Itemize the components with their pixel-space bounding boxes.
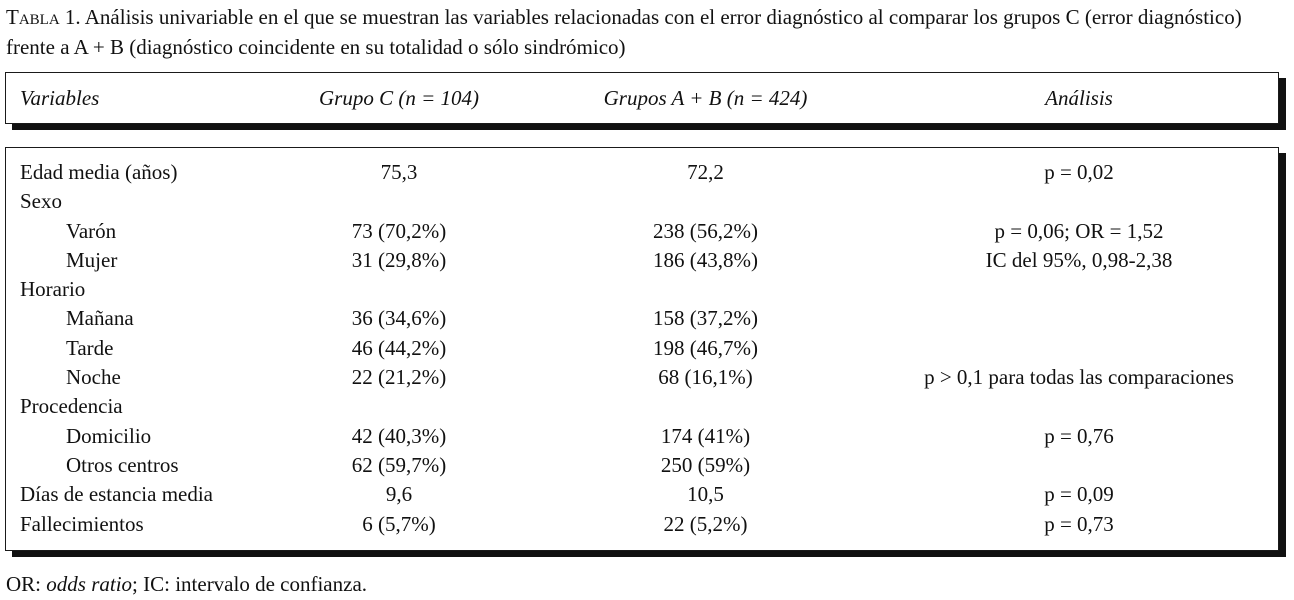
table-footnote bbox=[6, 570, 367, 598]
cell-groups-ab: 68 (16,1%) bbox=[658, 365, 753, 390]
table-row bbox=[6, 510, 1278, 539]
cell-variable: Edad media (años) bbox=[20, 160, 178, 184]
cell-variable: Sexo bbox=[20, 189, 62, 214]
cell-variable: Domicilio bbox=[66, 423, 152, 448]
cell-groups-ab: 250 (59%) bbox=[660, 452, 751, 477]
table-row bbox=[6, 187, 1278, 216]
table-row bbox=[6, 246, 1278, 275]
cell-groups-ab: 174 (41%) bbox=[660, 423, 751, 448]
cell-variable: Noche bbox=[66, 365, 121, 390]
caption-label: Tabla 1. bbox=[6, 5, 81, 29]
cell-variable: Mujer bbox=[66, 247, 118, 272]
cell-groups-ab: 22 (5,2%) bbox=[663, 511, 748, 536]
table-caption bbox=[6, 2, 1286, 62]
cell-group-c: 46 (44,2%) bbox=[351, 335, 447, 360]
cell-group-c: 36 (34,6%) bbox=[351, 306, 447, 331]
cell-analysis: p = 0,76 bbox=[1044, 423, 1114, 448]
header-groups-ab: Grupos A + B (n = 424) bbox=[603, 86, 808, 110]
cell-groups-ab: 186 (43,8%) bbox=[653, 247, 758, 272]
cell-analysis: p = 0,73 bbox=[1044, 511, 1114, 536]
cell-groups-ab: 158 (37,2%) bbox=[653, 306, 758, 331]
cell-variable: Días de estancia media bbox=[20, 482, 213, 507]
caption-text: Análisis univariable en el que se muestran las variables relacionadas con el error diagnóstico al comparar los grupos C (error diagnóstico) frente a A + B (diagnóstico coincidente en su totalidad o sólo sindrómico) bbox=[6, 5, 1242, 59]
table-row bbox=[6, 480, 1278, 509]
cell-groups-ab: 198 (46,7%) bbox=[653, 335, 758, 360]
cell-groups-ab: 72,2 bbox=[687, 160, 724, 184]
cell-group-c: 6 (5,7%) bbox=[362, 511, 436, 536]
cell-analysis: p > 0,1 para todas las comparaciones bbox=[924, 365, 1234, 390]
header-analysis: Análisis bbox=[1045, 86, 1113, 110]
cell-variable: Otros centros bbox=[66, 452, 179, 477]
cell-analysis: p = 0,02 bbox=[1044, 160, 1114, 184]
header-variables: Variables bbox=[20, 86, 100, 110]
cell-groups-ab: 10,5 bbox=[687, 482, 724, 507]
table-body-box bbox=[5, 147, 1279, 551]
cell-variable: Procedencia bbox=[20, 394, 123, 419]
table-body bbox=[6, 158, 1278, 539]
cell-group-c: 22 (21,2%) bbox=[351, 365, 447, 390]
footnote-italic: odds ratio bbox=[46, 572, 133, 596]
cell-variable: Varón bbox=[66, 218, 117, 243]
table-header-box bbox=[5, 72, 1279, 124]
cell-group-c: 62 (59,7%) bbox=[351, 452, 447, 477]
table-row bbox=[6, 422, 1278, 451]
footnote-prefix: OR: bbox=[6, 572, 47, 596]
table-row bbox=[6, 451, 1278, 480]
cell-variable: Horario bbox=[20, 277, 86, 302]
cell-group-c: 75,3 bbox=[380, 160, 418, 184]
table-row bbox=[6, 217, 1278, 246]
table-row bbox=[6, 334, 1278, 363]
cell-analysis: IC del 95%, 0,98-2,38 bbox=[985, 247, 1173, 272]
cell-variable: Mañana bbox=[66, 306, 134, 331]
cell-groups-ab: 238 (56,2%) bbox=[653, 218, 758, 243]
cell-group-c: 73 (70,2%) bbox=[351, 218, 447, 243]
cell-group-c: 42 (40,3%) bbox=[351, 423, 447, 448]
table-row bbox=[6, 158, 1278, 187]
table-row bbox=[6, 392, 1278, 421]
cell-group-c: 31 (29,8%) bbox=[351, 247, 447, 272]
cell-analysis: p = 0,09 bbox=[1044, 482, 1114, 507]
header-group-c: Grupo C (n = 104) bbox=[318, 86, 479, 110]
cell-group-c: 9,6 bbox=[385, 482, 413, 507]
table-row bbox=[6, 304, 1278, 333]
table-row bbox=[6, 275, 1278, 304]
cell-variable: Fallecimientos bbox=[20, 511, 144, 536]
footnote-suffix: ; IC: intervalo de confianza. bbox=[132, 572, 368, 596]
cell-analysis: p = 0,06; OR = 1,52 bbox=[994, 218, 1164, 243]
table-row bbox=[6, 363, 1278, 392]
cell-variable: Tarde bbox=[66, 335, 114, 360]
